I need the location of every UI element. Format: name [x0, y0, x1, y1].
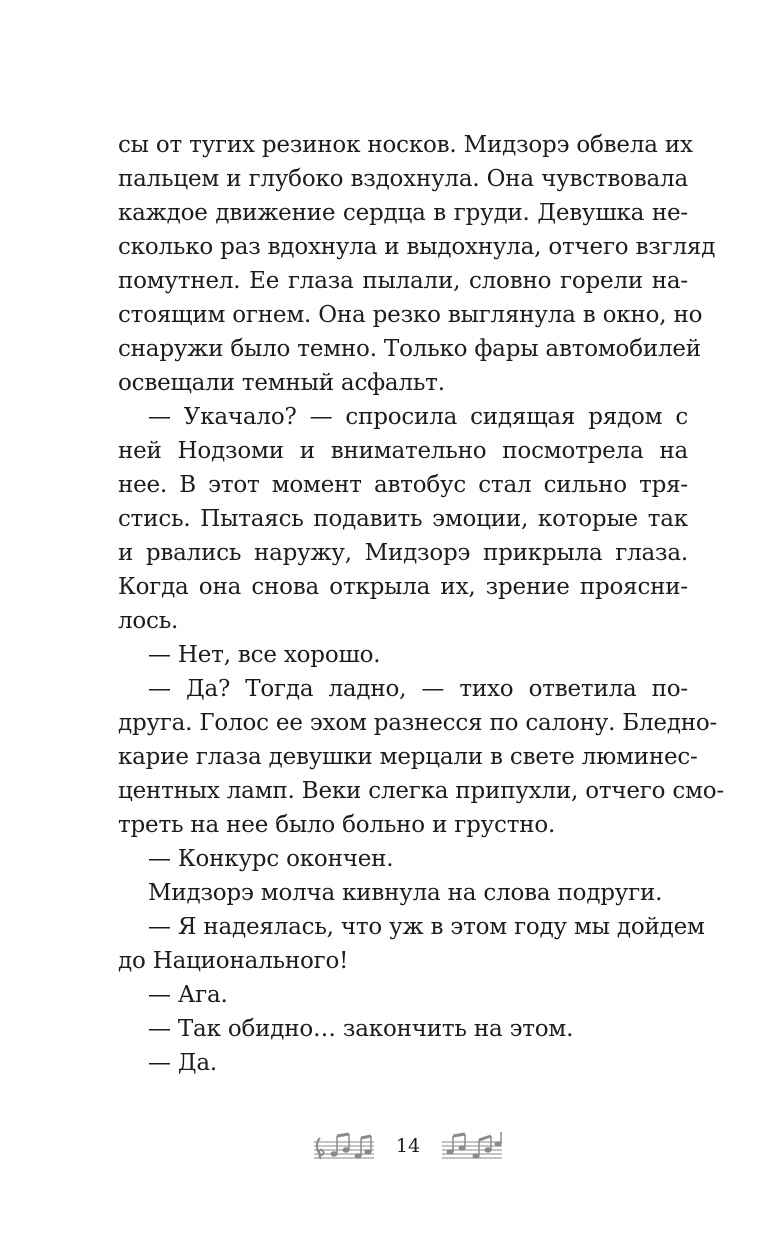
text-line: — Да. — [148, 1050, 218, 1076]
text-line: — Укачало? — спросила сидящая рядом с — [148, 404, 688, 430]
page-footer — [0, 1128, 768, 1168]
text-line: — Я надеялась, что уж в этом году мы дойдем — [148, 914, 705, 940]
text-line: Мидзорэ молча кивнула на слова подруги. — [148, 880, 663, 906]
text-line: — Ага. — [148, 982, 228, 1008]
text-line: сколько раз вдохнула и выдохнула, отчего взгляд — [118, 234, 716, 260]
text-line: центных ламп. Веки слегка припухли, отчего смо- — [118, 778, 724, 804]
page-number: 14 — [395, 1135, 421, 1157]
text-line: — Так обидно… закончить на этом. — [148, 1016, 574, 1042]
text-line: — Нет, все хорошо. — [148, 642, 381, 668]
text-line: — Да? Тогда ладно, — тихо ответила по- — [148, 676, 688, 702]
text-line: снаружи было темно. Только фары автомобилей — [118, 336, 701, 362]
body-text — [118, 128, 724, 1080]
text-line: каждое движение сердца в груди. Девушка не- — [118, 200, 688, 226]
text-line: — Конкурс окончен. — [148, 846, 394, 872]
text-line: до Национального! — [118, 948, 349, 974]
music-notes-icon — [440, 1128, 504, 1164]
text-line: нее. В этот момент автобус стал сильно тря- — [118, 472, 688, 498]
text-line: пальцем и глубоко вздохнула. Она чувствовала — [118, 166, 688, 192]
text-line: ней Нодзоми и внимательно посмотрела на — [118, 438, 688, 464]
text-line: друга. Голос ее эхом разнесся по салону. Бледно- — [118, 710, 718, 736]
text-line: треть на нее было больно и грустно. — [118, 812, 556, 838]
text-line: сы от тугих резинок носков. Мидзорэ обвела их — [118, 132, 693, 158]
text-line: помутнел. Ее глаза пылали, словно горели на- — [118, 268, 688, 294]
text-line: стись. Пытаясь подавить эмоции, которые так — [118, 506, 688, 532]
music-notes-icon — [312, 1128, 376, 1164]
text-line: и рвались наружу, Мидзорэ прикрыла глаза. — [118, 540, 688, 566]
text-line: освещали темный асфальт. — [118, 370, 445, 396]
text-line: стоящим огнем. Она резко выглянула в окно, но — [118, 302, 703, 328]
text-line: карие глаза девушки мерцали в свете люминес- — [118, 744, 698, 770]
text-line: лось. — [118, 608, 179, 634]
text-line: Когда она снова открыла их, зрение проясни- — [118, 574, 688, 600]
